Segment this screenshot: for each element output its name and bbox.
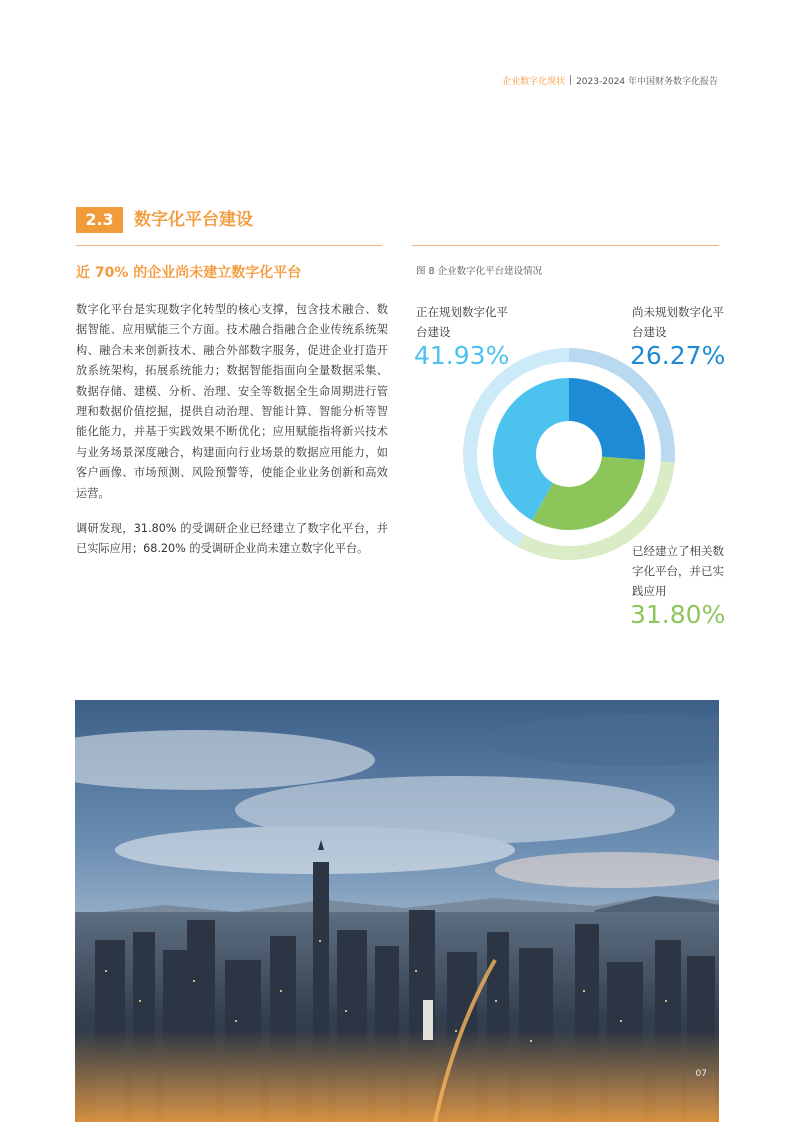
header-section: 企业数字化现状 xyxy=(502,77,566,87)
left-divider xyxy=(76,245,382,246)
right-divider xyxy=(412,245,719,246)
legend-label-not-planned: 尚未规划数字化平台建设 xyxy=(632,305,724,339)
subtitle: 近 70% 的企业尚未建立数字化平台 xyxy=(76,265,302,281)
city-skyline-illustration xyxy=(75,700,719,1122)
header-divider xyxy=(570,75,571,85)
lit-building xyxy=(423,1000,433,1040)
city-lights-glow xyxy=(75,1030,719,1122)
paragraph-definition: 数字化平台是实现数字化转型的核心支撑，包含技术融合、数据智能、应用赋能三个方面。技术融合指融合企业传统系统架构、融合未来创新技术、融合外部数字服务，促进企业打造开放系统架构，拓展系统能力；数据智能指面向全量数据采集、数据存储、建模、分析、治理、安全等数据全生命周期进行管理和数据价值挖掘，提供自动治理、智能计算、智能分析等智能化能力，并基于实践效果不断优化；应用赋能指将新兴技术与业务场景深度融合，构建面向行业场景的数据应用能力，如客户画像、市场预测、风险预警等，使能企业业务创新和高效运营。 xyxy=(76,303,388,500)
value-established: 31.80% xyxy=(630,600,726,629)
donut-chart xyxy=(463,348,675,560)
page-number: 07 xyxy=(695,1069,707,1079)
value-not-planned: 26.27% xyxy=(630,341,726,370)
paragraph-findings: 调研发现，31.80% 的受调研企业已经建立了数字化平台，并已实际应用；68.20% 的受调研企业尚未建立数字化平台。 xyxy=(76,522,388,556)
running-header xyxy=(502,74,718,87)
donut-slice-0 xyxy=(569,378,645,460)
figure-title: 图 8 企业数字化平台建设情况 xyxy=(416,266,543,277)
legend-label-established: 已经建立了相关数字化平台，并已实践应用 xyxy=(632,544,724,598)
value-planning: 41.93% xyxy=(414,341,510,370)
donut-slice-1 xyxy=(532,457,645,530)
header-report-title: 2023-2024 年中国财务数字化报告 xyxy=(576,77,718,87)
section-title: 数字化平台建设 xyxy=(134,210,253,230)
city-skyline-photo xyxy=(75,700,719,1122)
legend-label-planning: 正在规划数字化平台建设 xyxy=(416,305,508,339)
section-number: 2.3 xyxy=(76,207,123,233)
